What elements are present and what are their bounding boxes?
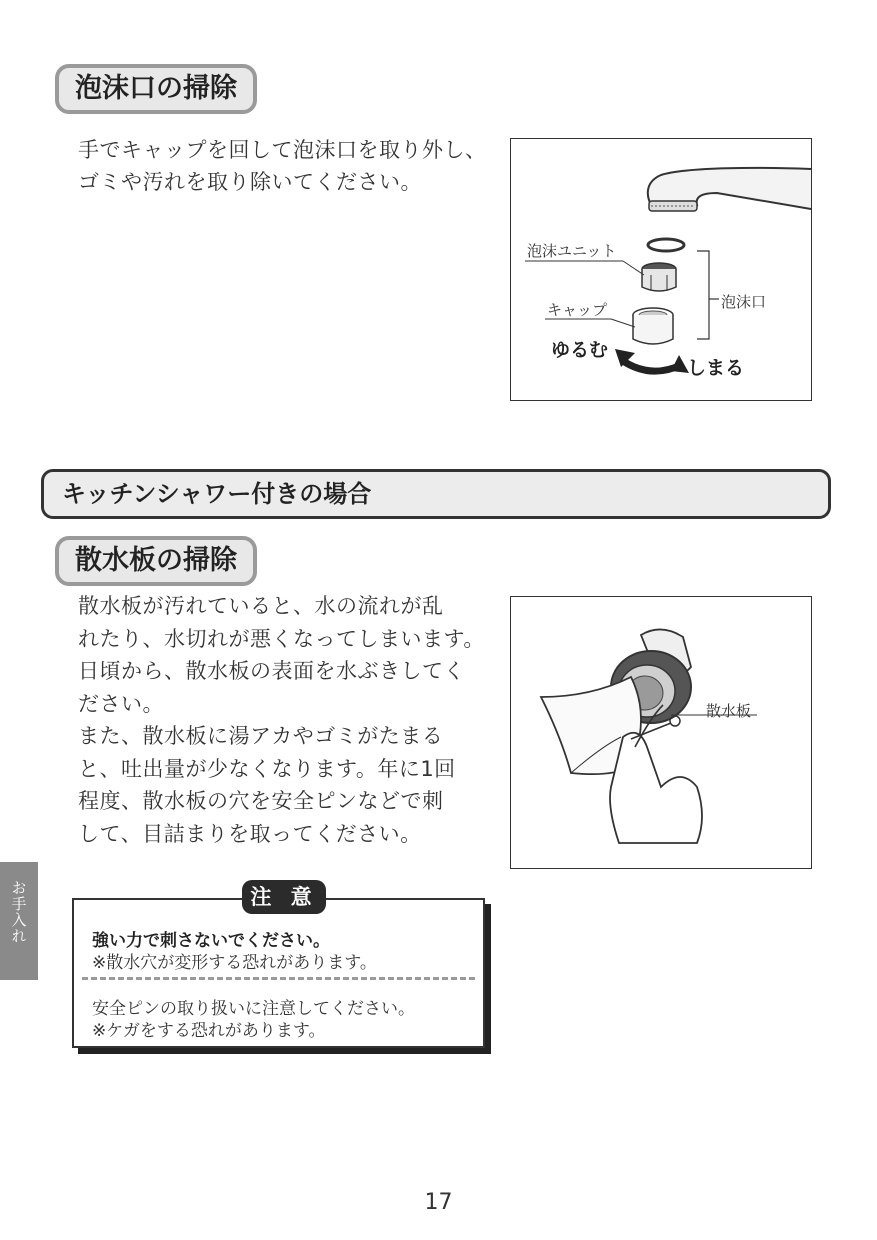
- text-line: ださい。: [78, 691, 164, 716]
- caution-line: ※散水穴が変形する恐れがあります。: [92, 953, 377, 973]
- text-line: と、吐出量が少なくなります。年に1回: [78, 756, 456, 781]
- aerator-illustration: [510, 138, 812, 401]
- text-line: 程度、散水板の穴を安全ピンなどで刺: [78, 789, 444, 813]
- section-heading-spray-plate-cleaning: 散水板の掃除: [55, 536, 257, 586]
- caution-line: ※ケガをする恐れがあります。: [92, 1021, 326, 1041]
- label-aerator-outlet: 泡沫口: [721, 293, 767, 311]
- label-spray-plate: 散水板: [706, 702, 752, 720]
- text-line: また、散水板に湯アカやゴミがたまる: [78, 724, 444, 748]
- text-line: 散水板が汚れていると、水の流れが乱: [78, 594, 444, 618]
- caution-line: 安全ピンの取り扱いに注意してください。: [92, 999, 415, 1019]
- text-line: 日頃から、散水板の表面を水ぶきしてく: [78, 659, 465, 683]
- page-number: 17: [424, 1190, 453, 1215]
- spray-plate-illustration: [510, 596, 812, 869]
- side-tab-maintenance: お手入れ: [0, 862, 38, 980]
- spray-head-drawing: [511, 597, 811, 868]
- caution-badge: 注 意: [242, 880, 326, 914]
- aerator-instructions: [78, 134, 498, 198]
- label-tighten: しまる: [687, 357, 745, 379]
- text-line: ゴミや汚れを取り除いてください。: [78, 170, 422, 194]
- section-bar-kitchen-shower: キッチンシャワー付きの場合: [41, 469, 831, 519]
- caution-line: 強い力で刺さないでください。: [92, 931, 330, 951]
- text-line: して、目詰まりを取ってください。: [78, 821, 422, 846]
- label-cap: キャップ: [547, 301, 608, 319]
- text-line: 手でキャップを回して泡沫口を取り外し、: [78, 138, 487, 162]
- label-loosen: ゆるむ: [551, 339, 609, 361]
- caution-divider: [82, 977, 475, 980]
- caution-box: [72, 898, 485, 1048]
- spray-plate-instructions: [78, 590, 498, 850]
- text-line: れたり、水切れが悪くなってしまいます。: [78, 626, 485, 651]
- label-aerator-unit: 泡沫ユニット: [527, 242, 617, 260]
- section-heading-aerator-cleaning: 泡沫口の掃除: [55, 64, 257, 114]
